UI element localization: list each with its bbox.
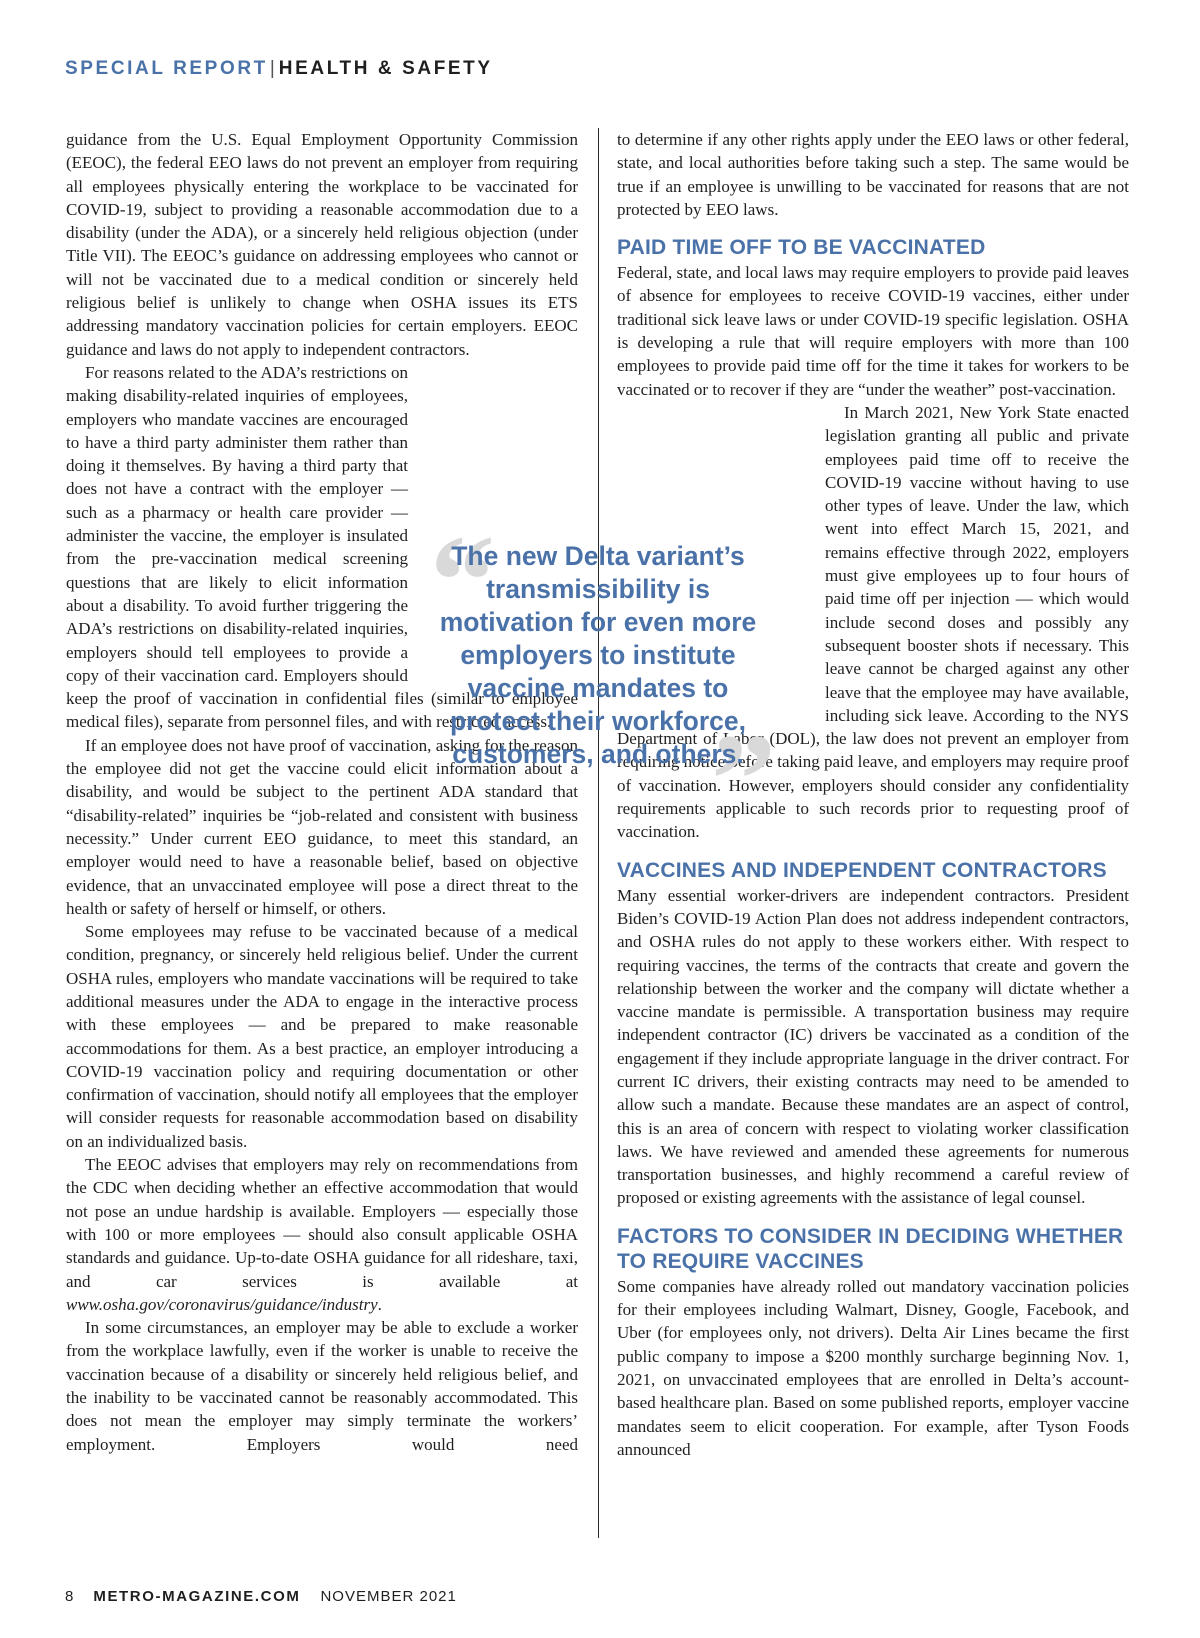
right-paragraph-2: Federal, state, and local laws may require employers to provide paid leaves of absence for employees to receive COVID-19 vaccines, either under traditional sick leave laws or under COVID-19 specific legislation. OSHA is developing a rule that will require employers with more than 100 employees to provide paid time off for the time it takes for workers to be vaccinated or to recover if they are “under the weather” post-vaccination. <box>617 263 1129 399</box>
left-paragraph-4: Some employees may refuse to be vaccinated because of a medical condition, pregnancy, or sincerely held religious belief. Under the current OSHA rules, employers who mandate vaccinations will be required to take additional measures under the ADA to engage in the interactive process with these employees — and be prepared to make reasonable accommodations for them. As a best practice, an employer introducing a COVID-19 vaccination policy and requiring documentation or other confirmation of vaccination, should notify all employees that the employer will consider requests for reasonable accommodation based on disability on an individualized basis. <box>66 922 578 1151</box>
column-divider <box>598 128 599 1538</box>
section-label: SPECIAL REPORT <box>65 58 268 79</box>
left-paragraph-5-text: The EEOC advises that employers may rely on recommendations from the CDC when deciding whether an effective accommodation that would not pose an undue hardship is available. Employers — especially those with 100 or more employees — should also consult applicable OSHA standards and guidance. Up-to-date OSHA guidance for all rideshare, taxi, and car services is available at <box>66 1155 578 1291</box>
right-column <box>617 128 1129 1461</box>
header-separator: | <box>269 58 275 79</box>
left-paragraph-5-end: . <box>377 1294 382 1314</box>
left-paragraph-5 <box>66 1153 578 1316</box>
issue-date: NOVEMBER 2021 <box>320 1588 457 1605</box>
topic-label: HEALTH & SAFETY <box>278 58 493 79</box>
heading-paid-time-off: PAID TIME OFF TO BE VACCINATED <box>617 236 986 260</box>
heading-independent-contractors: VACCINES AND INDEPENDENT CONTRACTORS <box>617 858 1107 882</box>
right-paragraph-5: Some companies have already rolled out mandatory vaccination policies for their employees including Walmart, Disney, Google, Facebook, and Uber (for employees only, not drivers). Delta Air Lines became the first public company to impose a $200 monthly surcharge beginning Nov. 1, 2021, on unvaccinated employees that are enrolled in Delta’s account-based healthcare plan. Based on some published reports, employer vaccine mandates seem to elicit cooperation. For example, after Tyson Foods announced <box>617 1276 1129 1459</box>
page-footer <box>65 1588 457 1605</box>
site-name: METRO-MAGAZINE.COM <box>93 1588 301 1605</box>
left-paragraph-3: If an employee does not have proof of vaccination, asking for the reason the employee did not get the vaccine could elicit information about a disability, and would be subject to the pertinent ADA standard that “disability-related” inquiries be “job-related and consistent with business necessity.” Under current EEO guidance, to meet this standard, an employer would need to have a reasonable belief, based on objective evidence, that an unvaccinated employee will pose a direct threat to the health or safety of herself or himself, or others. <box>66 735 578 918</box>
left-column <box>66 128 578 1456</box>
close-quote-mark: ” <box>711 708 776 852</box>
left-paragraph-2-text: For reasons related to the ADA’s restrictions on making disability-related inquiries of employees, employers who mandate vaccines are encouraged to have a third party administer them rather than doing it themselves. By having a third party that does not have a contract with the employer — such as a pharmacy or health care provider — administer the vaccine, the employer is insulated from the pre-vaccination medical screening questions that are likely to elicit information about a disability. To avoid further triggering the ADA’s restrictions on disability-related inquiries, employers should tell employees to provide a copy of their vaccination card. Employers should keep the proof of vaccination in confidential files (similar to employee medical files), separate from personnel files, and with restricted access. <box>66 362 578 732</box>
osha-guidance-url: www.osha.gov/coronavirus/guidance/industry <box>66 1294 378 1314</box>
left-paragraph-1: guidance from the U.S. Equal Employment Opportunity Commission (EEOC), the federal EEO laws do not prevent an employer from requiring all employees physically entering the workplace to be vaccinated for COVID-19, subject to providing a reasonable accommodation due to a disability (under the ADA), or a sincerely held religious objection (under Title VII). The EEOC’s guidance on addressing employees who cannot or will not be vaccinated due to a medical condition or sincerely held religious belief is unlikely to change when OSHA issues its ETS addressing mandatory vaccination policies for certain employers. EEOC guidance and laws do not apply to independent contractors. <box>66 130 578 359</box>
page-number: 8 <box>65 1588 74 1605</box>
pull-quote <box>420 509 776 852</box>
section-header <box>65 58 493 80</box>
right-paragraph-4: Many essential worker-drivers are independent contractors. President Biden’s COVID-19 Action Plan does not address independent contractors, and OSHA rules do not apply to these workers either. With respect to requiring vaccines, the terms of the contracts that create and govern the relationship between the worker and the company will dictate whether a vaccine mandate is permissible. A transportation business may require independent contractor (IC) drivers be vaccinated as a condition of the engagement if they include appropriate language in the driver contract. For current IC drivers, their existing contracts may need to be amended to allow such a mandate. Because these mandates are an aspect of control, this is an area of concern with respect to violating worker classification laws. We have reviewed and amended these agreements for numerous transportation businesses, and highly recommend a careful review of proposed or existing agreements with the assistance of legal counsel. <box>617 885 1129 1208</box>
right-paragraph-1: to determine if any other rights apply under the EEO laws or other federal, state, and local authorities before taking such a step. The same would be true if an employee is unwilling to be vaccinated for reasons that are not protected by EEO laws. <box>617 130 1129 219</box>
right-paragraph-3-text: In March 2021, New York State enacted legislation granting all public and private employees paid time off to receive the COVID-19 vaccine without having to use other types of leave. Under the law, which went into effect March 15, 2021, and remains effective through 2022, employers must give employees up to four hours of paid time off per injection — which would include second doses and possibly any subsequent booster shots if necessary. This leave cannot be charged against any other leave that the employee may have available, including sick leave. According to the NYS Department of Labor (DOL), the law does not prevent an employer from requiring notice before taking paid leave, and employers may require proof of vaccination. However, employers should consider any confidentiality requirements applicable to such records prior to requesting proof of vaccination. <box>617 402 1129 842</box>
heading-factors-to-consider: FACTORS TO CONSIDER IN DECIDING WHETHER TO REQUIRE VACCINES <box>617 1224 1124 1273</box>
left-paragraph-6: In some circumstances, an employer may be able to exclude a worker from the workplace lawfully, even if the worker is unable to receive the vaccination because of a disability or sincerely held religious belief, and the inability to be vaccinated cannot be reasonably accommodated. This does not mean the employer may simply terminate the workers’ employment. Employers would need <box>66 1318 578 1454</box>
open-quote-mark: “ <box>430 509 495 653</box>
pull-quote-text: The new Delta variant’s transmissibility is motivation for even more employers to institute vaccine mandates to protect their workforce, customers, and others. <box>439 541 757 769</box>
